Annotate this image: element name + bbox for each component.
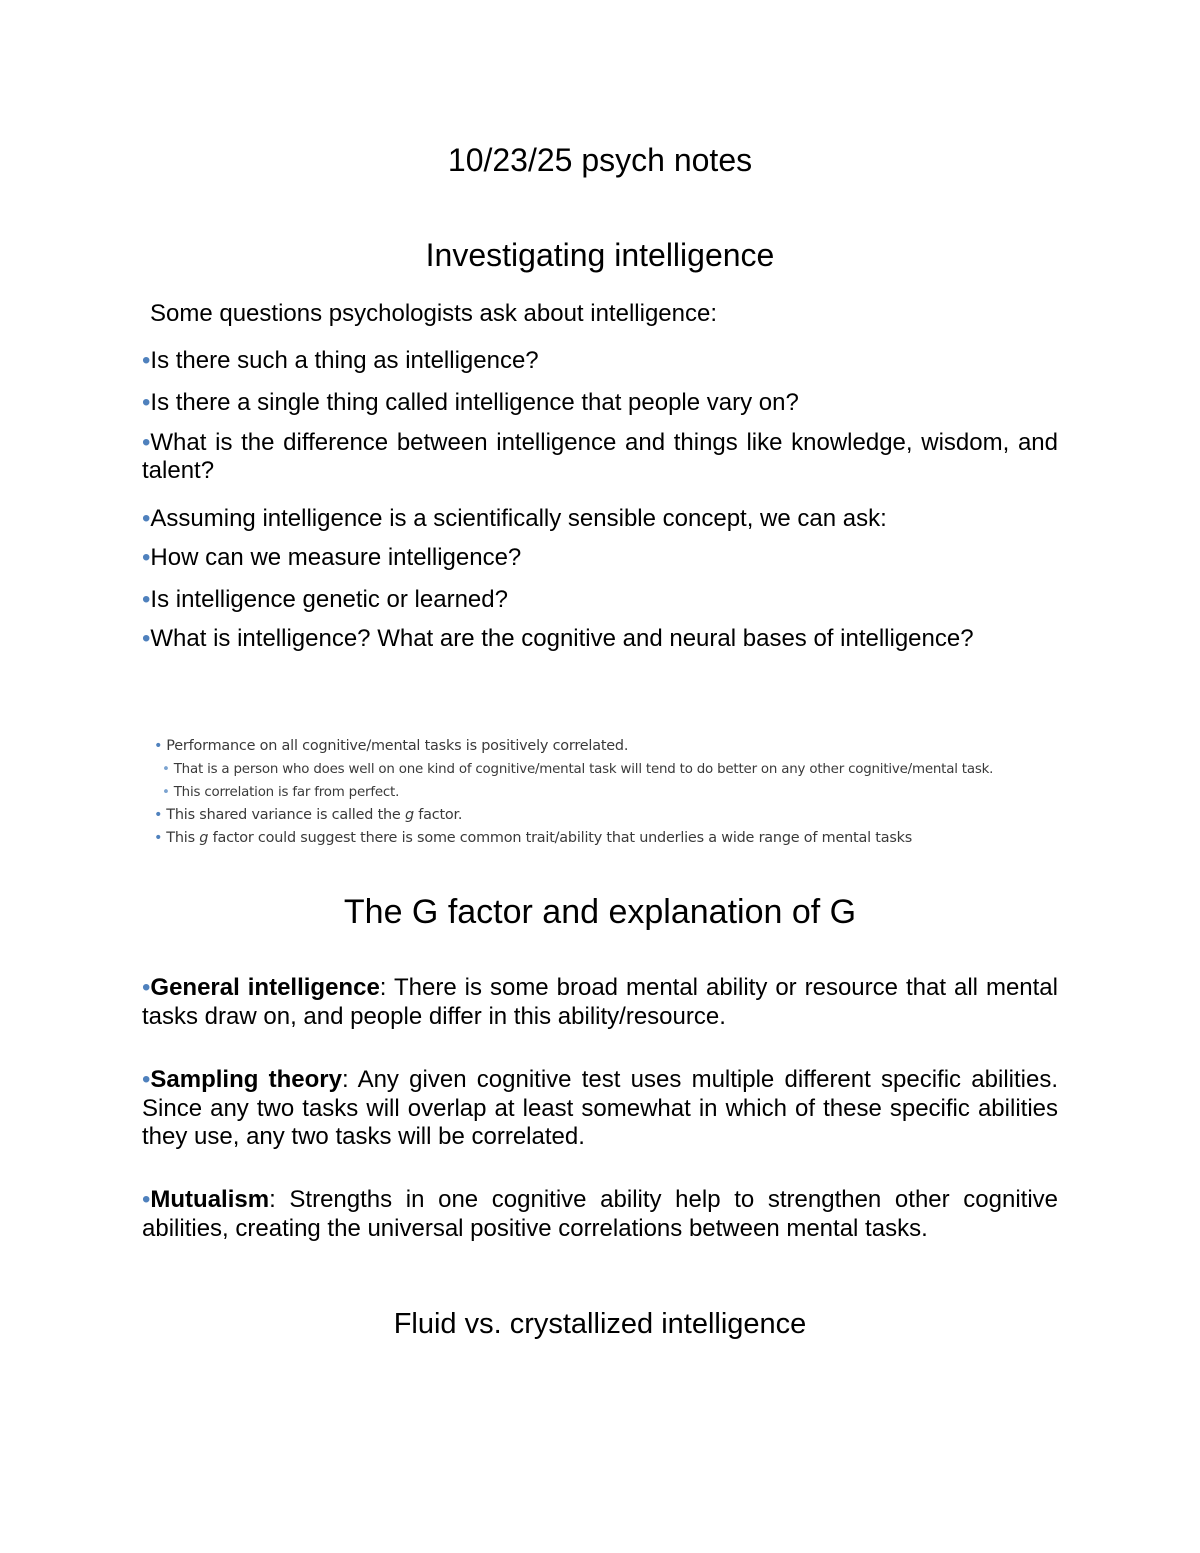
bullet-icon: • xyxy=(142,389,151,416)
question-item: •What is intelligence? What are the cognitive and neural bases of intelligence? xyxy=(142,625,974,652)
slide-sub-bullet-line: • That is a person who does well on one kind of cognitive/mental task will tend to do better on any other cognitive/mental task. xyxy=(162,762,994,777)
definition: : Strengths in one cognitive ability help to strengthen other cognitive abilities, creating the universal positive correlations between mental tasks. xyxy=(142,1186,1058,1242)
definition: : Any given cognitive test uses multiple different specific abilities. Since any two tasks will overlap at least somewhat in which of these specific abilities they use, any two tasks will be correlated. xyxy=(142,1066,1058,1150)
slide-excerpt-image xyxy=(150,735,1070,850)
definition-sampling-theory xyxy=(142,1066,1058,1152)
question-item: •Is intelligence genetic or learned? xyxy=(142,586,508,613)
bullet-icon: • xyxy=(142,586,151,613)
bullet-icon: • xyxy=(142,429,151,456)
question-item: •What is the difference between intelligence and things like knowledge, wisdom, and talent? xyxy=(142,429,1058,484)
bullet-icon: • xyxy=(142,1066,151,1093)
question-item: •Is there a single thing called intelligence that people vary on? xyxy=(142,389,799,416)
bullet-icon: • xyxy=(154,738,163,754)
definition-general-intelligence xyxy=(142,974,1058,1031)
bullet-icon: • xyxy=(142,625,151,652)
slide-bullet-line: • This shared variance is called the g factor. xyxy=(154,807,463,823)
question-item: •Assuming intelligence is a scientifically sensible concept, we can ask: xyxy=(142,505,887,532)
bullet-icon: • xyxy=(162,785,170,800)
term: General intelligence xyxy=(150,974,380,1001)
question-item: •How can we measure intelligence? xyxy=(142,544,522,571)
section-heading-fluid-crystallized: Fluid vs. crystallized intelligence xyxy=(393,1308,807,1340)
term: Mutualism xyxy=(150,1186,270,1213)
section-heading-g-factor: The G factor and explanation of G xyxy=(343,893,857,931)
slide-bullet-line: • Performance on all cognitive/mental tasks is positively correlated. xyxy=(154,738,629,754)
bullet-icon: • xyxy=(142,544,151,571)
definition-mutualism xyxy=(142,1186,1058,1243)
question-item: •Is there such a thing as intelligence? xyxy=(142,347,539,374)
bullet-icon: • xyxy=(142,347,151,374)
bullet-icon: • xyxy=(142,505,151,532)
term: Sampling theory xyxy=(150,1066,342,1093)
section-heading-investigating: Investigating intelligence xyxy=(425,237,775,273)
bullet-icon: • xyxy=(142,1186,151,1213)
slide-sub-bullet-line: • This correlation is far from perfect. xyxy=(162,785,400,800)
slide-bullet-line: • This g factor could suggest there is some common trait/ability that underlies a wide range of mental tasks xyxy=(154,830,913,846)
bullet-icon: • xyxy=(154,830,163,846)
intro-text: Some questions psychologists ask about intelligence: xyxy=(150,300,717,327)
bullet-icon: • xyxy=(142,974,151,1001)
definition: : There is some broad mental ability or resource that all mental tasks draw on, and people differ in this ability/resource. xyxy=(142,974,1058,1030)
bullet-icon: • xyxy=(154,807,163,823)
document-title: 10/23/25 psych notes xyxy=(447,142,753,178)
bullet-icon: • xyxy=(162,762,170,777)
